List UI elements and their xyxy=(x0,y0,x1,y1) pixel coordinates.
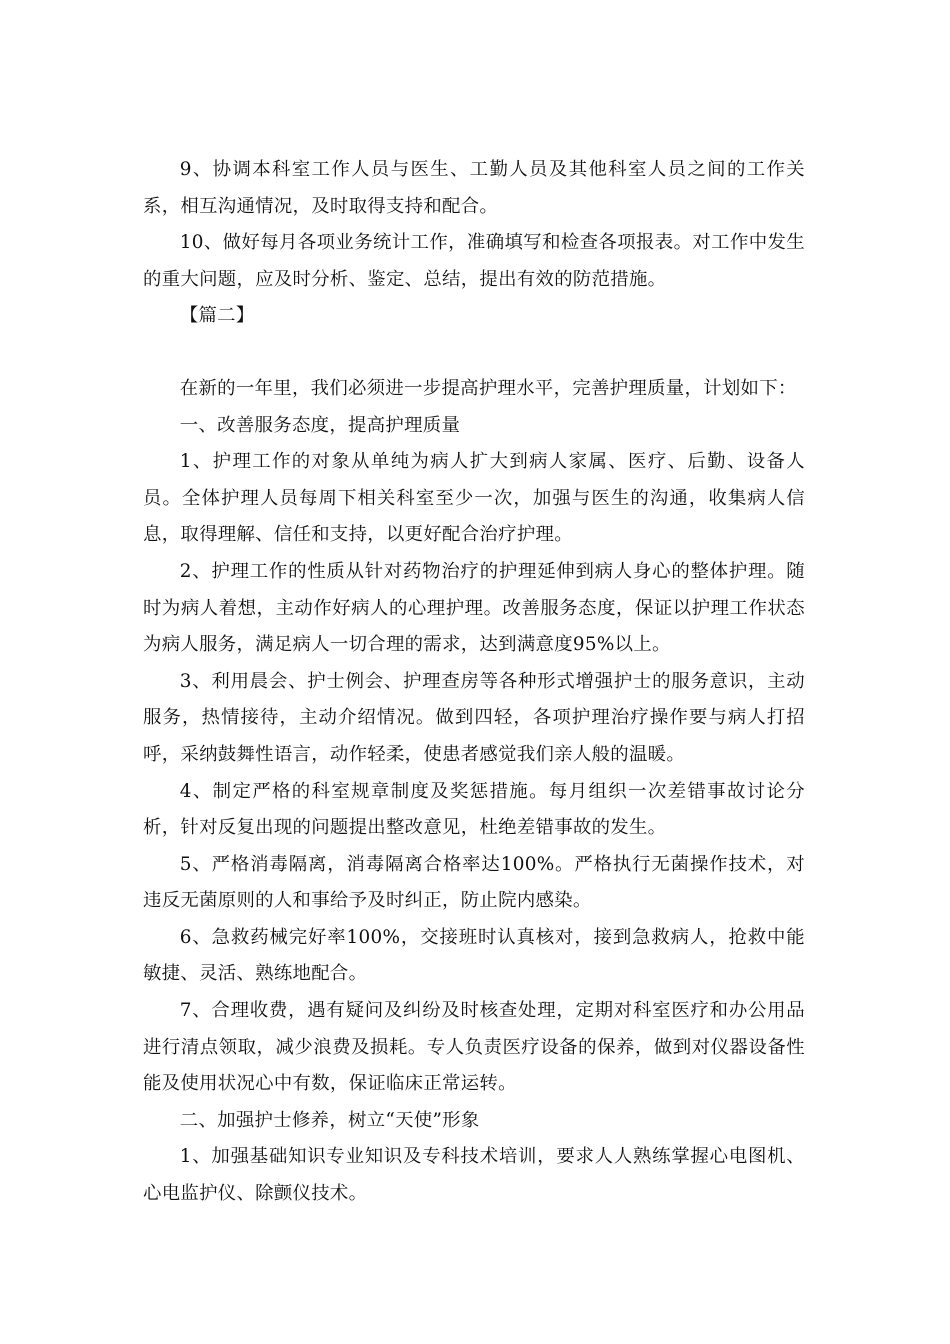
paragraph-item-7: 7、合理收费，遇有疑问及纠纷及时核查处理，定期对科室医疗和办公用品进行清点领取，减少浪费及损耗。专人负责医疗设备的保养，做到对仪器设备性能及使用状况心中有数，保证临床正常运转。 xyxy=(143,1000,805,1095)
paragraph-item-6: 6、急救药械完好率100%，交接班时认真核对，接到急救病人，抢救中能敏捷、灵活、熟练地配合。 xyxy=(143,926,805,985)
paragraph-item-5: 5、严格消毒隔离，消毒隔离合格率达100%。严格执行无菌操作技术，对违反无菌原则的人和事给予及时纠正，防止院内感染。 xyxy=(143,853,805,912)
section-heading-2: 二、加强护士修养，树立“天使”形象 xyxy=(179,1109,480,1131)
intro-paragraph: 在新的一年里，我们必须进一步提高护理水平，完善护理质量，计划如下： xyxy=(179,377,797,399)
document-body xyxy=(143,152,805,1213)
paragraph-item-9: 9、协调本科室工作人员与医生、工勤人员及其他科室人员之间的工作关系，相互沟通情况，及时取得支持和配合。 xyxy=(143,159,805,217)
paragraph-item-2: 2、护理工作的性质从针对药物治疗的护理延伸到病人身心的整体护理。随时为病人着想，主动作好病人的心理护理。改善服务态度，保证以护理工作状态为病人服务，满足病人一切合理的需求，达到满意度95%以上。 xyxy=(143,560,805,656)
paragraph-item-10: 10、做好每月各项业务统计工作，准确填写和检查各项报表。对工作中发生的重大问题，应及时分析、鉴定、总结，提出有效的防范措施。 xyxy=(143,232,805,290)
blank-gap xyxy=(143,335,805,371)
paragraph-item-1: 1、护理工作的对象从单纯为病人扩大到病人家属、医疗、后勤、设备人员。全体护理人员每周下相关科室至少一次，加强与医生的沟通，收集病人信息，取得理解、信任和支持，以更好配合治疗护理。 xyxy=(143,451,805,546)
section-heading-1: 一、改善服务态度，提高护理质量 xyxy=(179,414,461,436)
paragraph-item-3: 3、利用晨会、护士例会、护理查房等各种形式增强护士的服务意识，主动服务，热情接待，主动介绍情况。做到四轻，各项护理治疗操作要与病人打招呼，采纳鼓舞性语言，动作轻柔，使患者感觉我们亲人般的温暖。 xyxy=(143,670,805,765)
paragraph-item-4: 4、制定严格的科室规章制度及奖惩措施。每月组织一次差错事故讨论分析，针对反复出现的问题提出整改意见，杜绝差错事故的发生。 xyxy=(143,780,805,839)
paragraph-item-1-section-2: 1、加强基础知识专业知识及专科技术培训，要求人人熟练掌握心电图机、心电监护仪、除颤仪技术。 xyxy=(143,1146,805,1205)
section-title-part-two: 【篇二】 xyxy=(179,305,255,327)
